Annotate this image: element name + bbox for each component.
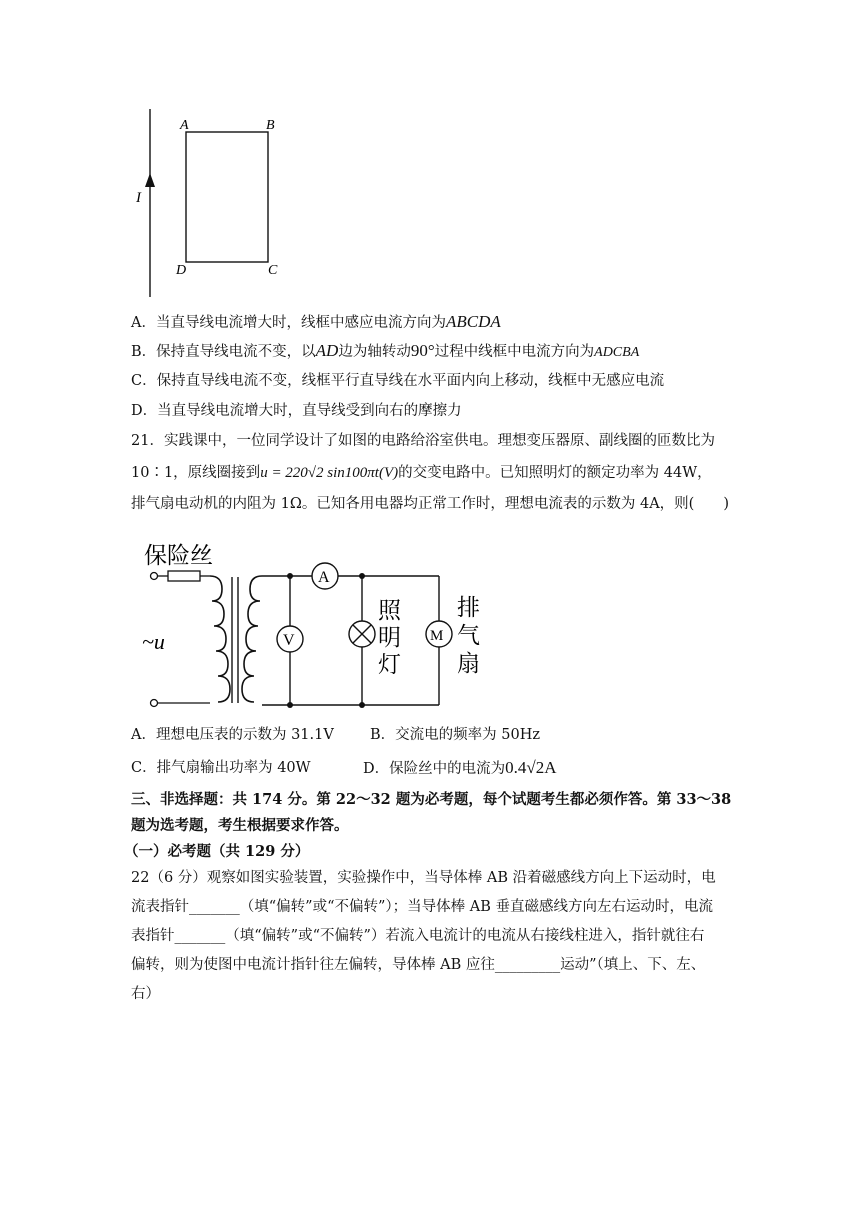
q22-line4: 偏转，则为使图中电流计指针往左偏转，导体棒 AB 应往_________运动”（填上、下、左、	[131, 957, 706, 973]
q20-option-a-math: ABCDA	[445, 312, 501, 331]
q21-option-d	[363, 758, 556, 779]
q21-option-a: A．理想电压表的示数为 31.1V	[131, 727, 334, 743]
q22-line5: 右）	[131, 986, 160, 1002]
fuse-label: 保险丝	[144, 543, 213, 568]
fan-label-3: 扇	[457, 651, 480, 676]
q20-option-b-text: B．保持直导线电流不变，以	[131, 344, 316, 360]
q21-stem-line3: 排气扇电动机的内阻为 1Ω。已知各用电器均正常工作时，理想电流表的示数为 4A，则( )	[131, 496, 729, 512]
q20-option-b	[131, 341, 639, 363]
q20-option-a-text: A．当直导线电流增大时，线框中感应电流方向为	[131, 315, 446, 331]
primary-coil	[210, 576, 230, 702]
source-label: ~u	[142, 629, 165, 654]
label-D: D	[176, 263, 187, 278]
q21-option-b: B．交流电的频率为 50Hz	[370, 727, 540, 743]
section3-subheading: （一）必考题（共 129 分）	[124, 843, 310, 860]
q20-option-b-math1: AD	[315, 341, 339, 360]
q22-line3: 表指针_______（填“偏转”或“不偏转”）若流入电流计的电流从右接线柱进入，指针就往右	[131, 928, 705, 944]
lamp-label-2: 明	[378, 625, 401, 650]
section3-heading-line2: 题为选考题，考生根据要求作答。	[131, 817, 349, 834]
wire-loop-figure	[130, 105, 300, 300]
secondary-coil	[242, 576, 262, 702]
lamp-label-3: 灯	[378, 652, 401, 677]
fan-label-2: 气	[457, 623, 480, 648]
q20-option-b-math2: 90°	[410, 341, 435, 360]
circuit-figure	[130, 535, 490, 715]
q21-option-c: C．排气扇输出功率为 40W	[131, 760, 311, 776]
label-I: I	[136, 190, 141, 206]
current-arrow-icon	[145, 173, 155, 187]
q20-option-a	[131, 312, 501, 333]
label-C: C	[268, 263, 278, 278]
q21-option-d-math: 0.4√2A	[505, 758, 557, 777]
ammeter-label: A	[318, 569, 330, 586]
section3-heading-line1: 三、非选择题：共 174 分。第 22～32 题为必考题，每个试题考生都必须作答。第 33～38	[131, 791, 732, 808]
input-terminal-top	[151, 573, 158, 580]
voltmeter-label: V	[283, 632, 295, 649]
q21-stem-line2-text2: 的交变电路中。已知照明灯的额定功率为 44W，	[398, 465, 712, 481]
label-A: A	[180, 118, 189, 133]
q21-stem-line1: 21．实践课中，一位同学设计了如图的电路给浴室供电。理想变压器原、副线圈的匝数比为	[131, 433, 715, 449]
input-terminal-bottom	[151, 700, 158, 707]
q21-stem-line2-text: 10∶1，原线圈接到	[131, 465, 261, 481]
label-B: B	[266, 118, 275, 133]
fuse	[168, 571, 200, 581]
q22-line2: 流表指针_______（填“偏转”或“不偏转”）；当导体棒 AB 垂直磁感线方向左右运动时，电流	[131, 899, 713, 915]
q21-stem-line2	[131, 463, 712, 483]
q20-option-b-text3: 过程中线框中电流方向为	[434, 344, 595, 360]
fan-label-1: 排	[457, 595, 480, 620]
q21-formula: u = 220√2 sin100πt(V)	[260, 465, 399, 481]
rectangular-loop	[186, 132, 268, 262]
q20-option-b-math3: ADCBA	[594, 345, 640, 360]
q21-option-d-text: D．保险丝中的电流为	[363, 761, 506, 777]
q20-option-b-text2: 边为轴转动	[338, 344, 411, 360]
lamp-label-1: 照	[378, 598, 401, 623]
q20-option-c: C．保持直导线电流不变，线框平行直导线在水平面内向上移动，线框中无感应电流	[131, 373, 665, 389]
motor-label: M	[430, 628, 444, 644]
q20-option-d: D．当直导线电流增大时，直导线受到向右的摩擦力	[131, 403, 462, 419]
q22-line1: 22（6 分）观察如图实验装置，实验操作中，当导体棒 AB 沿着磁感线方向上下运动时，电	[131, 870, 716, 886]
